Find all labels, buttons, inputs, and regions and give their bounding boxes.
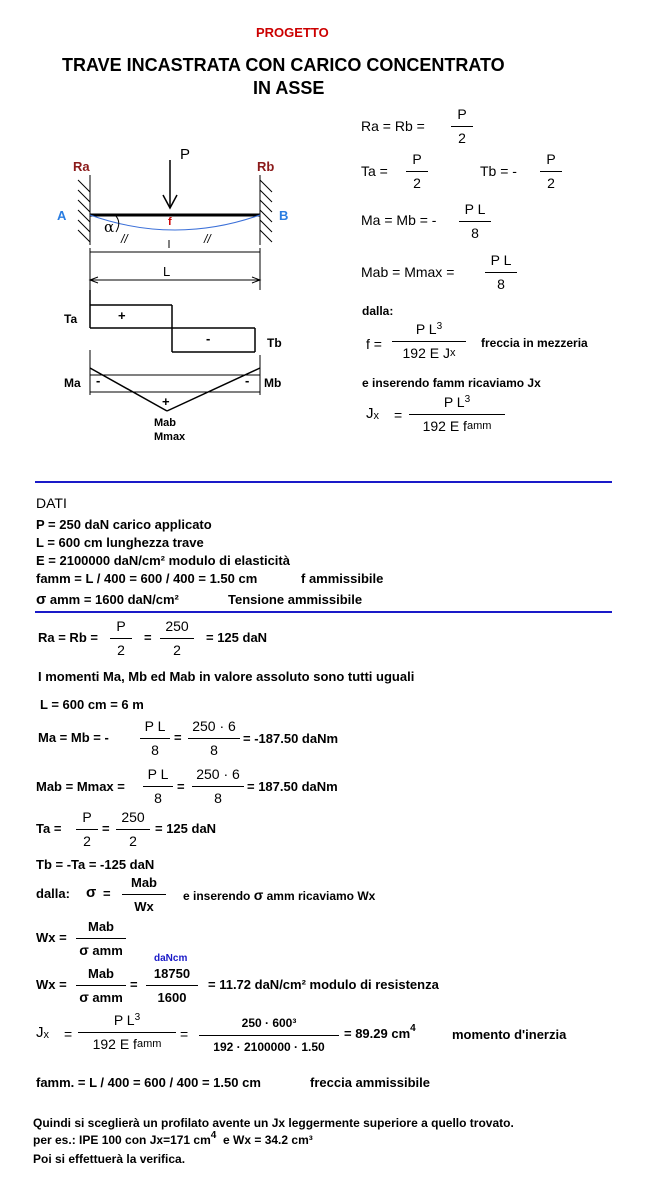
deflection-curve — [90, 215, 260, 230]
calc-famm-line: famm. = L / 400 = 600 / 400 = 1.50 cm — [36, 1075, 261, 1090]
calc-ta-frac2 — [116, 809, 150, 850]
numerator: Mab — [88, 919, 114, 934]
denominator: 192 · 2100000 · 1.50 — [213, 1040, 325, 1054]
jx-sub: x — [43, 1029, 49, 1041]
calc-wx2-eq: = — [130, 977, 138, 992]
f-den-sub: x — [449, 347, 456, 359]
divider-top — [35, 481, 612, 483]
calc-jx-frac1 — [78, 1012, 176, 1053]
denominator: 8 — [154, 790, 162, 806]
dati-l: L = 600 cm lunghezza trave — [36, 535, 204, 550]
formula-jx-lhs — [366, 405, 379, 422]
formula-ta-fraction — [406, 151, 428, 192]
calc-moments-note: I momenti Ma, Mb ed Mab in valore assoluto sono tutti uguali — [38, 669, 415, 684]
angle-label: α — [104, 218, 115, 236]
shear-minus-sign: - — [206, 331, 211, 346]
calc-ma-frac1 — [140, 718, 170, 759]
numerator: 250 — [121, 809, 145, 825]
footer-line1: Quindi si sceglierà un profilato avente un Jx leggermente superiore a quello trovato. — [33, 1116, 514, 1130]
reaction-a-label: Ra — [73, 159, 90, 174]
result-text: = 89.29 cm — [344, 1026, 411, 1041]
jx-sub: x — [373, 410, 379, 422]
den-text: 192 E f — [92, 1036, 137, 1052]
formula-mab-lhs: Mab = Mmax = — [361, 264, 455, 280]
den-text: amm — [92, 990, 123, 1005]
insert-text-b: amm ricaviamo Wx — [266, 889, 376, 903]
numerator: P — [116, 618, 126, 634]
moment-b-label: Mb — [264, 376, 282, 390]
calc-ta-result: = 125 daN — [155, 821, 217, 836]
footer-line3: Poi si effettuerà la verifica. — [33, 1152, 186, 1166]
calc-ra-result: = 125 daN — [206, 630, 268, 645]
calc-famm-note: freccia ammissibile — [310, 1075, 430, 1090]
formula-f-note: freccia in mezzeria — [481, 336, 588, 350]
calc-sigma-icon: σ — [86, 884, 97, 901]
support-b-label: B — [279, 208, 289, 223]
moment-a-label: Ma — [64, 376, 81, 390]
load-label: P — [180, 146, 191, 163]
formula-f-fraction — [392, 321, 466, 362]
line2-sup: 4 — [210, 1130, 217, 1141]
calc-jx-eq1: = — [64, 1026, 73, 1042]
denominator: 8 — [210, 742, 218, 758]
calc-tb-line: Tb = -Ta = -125 daN — [36, 857, 155, 872]
calc-ra-frac2 — [160, 618, 194, 659]
dati-e: E = 2100000 daN/cm² modulo di elasticità — [36, 553, 290, 568]
support-a-label: A — [57, 208, 67, 223]
calc-mab-result: = 187.50 daNm — [247, 779, 338, 794]
denominator — [423, 418, 492, 435]
dati-sigma — [36, 591, 179, 608]
calc-wx2-result: = 11.72 daN/cm² modulo di resistenza — [208, 977, 439, 992]
shear-plus-sign: + — [118, 308, 126, 323]
calc-insert-text — [183, 887, 375, 903]
calc-ta-lhs: Ta = — [36, 821, 62, 836]
numerator: P L — [144, 718, 166, 734]
jx-num: P L — [443, 394, 465, 410]
denominator — [403, 345, 456, 362]
numerator: P L — [490, 252, 512, 268]
result-sup: 4 — [410, 1023, 416, 1034]
calc-mab-eq: = — [177, 779, 185, 794]
denominator: Wx — [134, 899, 154, 914]
denominator: 2 — [458, 130, 466, 146]
beam-diagram — [50, 140, 310, 450]
formula-jx-eq: = — [394, 407, 403, 423]
calc-wx1-lhs: Wx = — [36, 930, 67, 945]
insert-text-a: e inserendo — [183, 889, 251, 903]
f-num-sup: 3 — [436, 321, 443, 332]
reaction-b-label: Rb — [257, 159, 275, 174]
calc-wx1-fraction — [76, 918, 126, 959]
calc-wx2-frac2 — [146, 965, 198, 1006]
calc-sigma-eq: = — [103, 886, 111, 901]
denominator: 1600 — [157, 990, 187, 1005]
numerator: 18750 — [153, 966, 191, 981]
dati-famm: famm = L / 400 = 600 / 400 = 1.50 cm — [36, 571, 258, 586]
numerator — [444, 394, 470, 411]
calc-l-conv: L = 600 cm = 6 m — [40, 697, 144, 712]
right-wall — [260, 175, 272, 245]
denominator: 2 — [117, 642, 125, 658]
numerator: 250 · 600³ — [241, 1016, 297, 1030]
jx-den-sub: amm — [466, 420, 492, 432]
moment-max-label: Mab — [154, 417, 176, 429]
deflection-label: f — [168, 216, 172, 228]
jx-den: 192 E f — [422, 418, 467, 434]
numerator: 250 — [165, 618, 189, 634]
numerator: P — [82, 809, 92, 825]
calc-ra-eq: = — [144, 630, 152, 645]
calc-mab-lhs: Mab = Mmax = — [36, 779, 125, 794]
num-text: P L — [113, 1012, 135, 1028]
numerator: P L — [464, 201, 486, 217]
dati-famm-note: f ammissibile — [301, 571, 384, 586]
sigma-icon: σ — [79, 942, 89, 958]
numerator: P — [457, 106, 467, 122]
line2-rest: e Wx = 34.2 cm³ — [223, 1133, 313, 1147]
calc-ta-frac1 — [76, 809, 98, 850]
numerator: Mab — [131, 875, 157, 890]
calc-ma-result: = -187.50 daNm — [243, 731, 339, 746]
calc-wx2-lhs: Wx = — [36, 977, 67, 992]
calc-ra-lhs: Ra = Rb = — [38, 630, 98, 645]
formula-ra-rb-lhs: Ra = Rb = — [361, 118, 425, 134]
calc-ma-frac2 — [188, 718, 240, 759]
calc-ma-lhs: Ma = Mb = - — [38, 730, 109, 745]
calc-sigma-fraction — [122, 874, 166, 915]
numerator: P — [412, 151, 422, 167]
denominator — [79, 942, 123, 959]
numerator: Mab — [88, 966, 114, 981]
calc-jx-result — [344, 1023, 416, 1041]
denominator: 2 — [173, 642, 181, 658]
calc-mab-frac1 — [143, 766, 173, 807]
den-text: amm — [92, 943, 123, 958]
footer-line2 — [33, 1130, 313, 1147]
f-den: 192 E J — [402, 345, 450, 361]
sigma-text: amm = 1600 daN/cm² — [49, 592, 179, 607]
denominator: 8 — [214, 790, 222, 806]
calc-jx-frac2 — [199, 1015, 339, 1056]
formula-tb-fraction — [540, 151, 562, 192]
calc-mab-frac2 — [192, 766, 244, 807]
shear-a-label: Ta — [64, 312, 78, 326]
formula-ra-rb-fraction — [451, 106, 473, 147]
equal-mark-left: // — [121, 232, 128, 246]
calc-jx-lhs — [36, 1024, 49, 1041]
formula-insert-text: e inserendo famm ricaviamo Jx — [362, 376, 541, 390]
calc-wx2-unit: daNcm — [154, 953, 188, 964]
formula-ma-lhs: Ma = Mb = - — [361, 212, 437, 228]
left-wall — [78, 175, 90, 245]
numerator: P L — [147, 766, 169, 782]
denominator: 2 — [83, 833, 91, 849]
formula-jx-fraction — [409, 394, 505, 435]
formula-ma-fraction — [459, 201, 491, 242]
denominator: 8 — [471, 225, 479, 241]
divider-bottom — [35, 611, 612, 613]
formula-ta-lhs: Ta = — [361, 163, 388, 179]
numerator: P — [546, 151, 556, 167]
calc-jx-eq2: = — [180, 1026, 189, 1042]
moment-max-label-2: Mmax — [154, 431, 186, 443]
numerator: 250 · 6 — [192, 718, 236, 734]
f-num: P L — [415, 321, 437, 337]
formula-dalla: dalla: — [362, 304, 394, 318]
shear-diagram — [90, 290, 255, 352]
jx-num-sup: 3 — [464, 394, 471, 405]
calc-ta-eq: = — [102, 821, 110, 836]
moment-minus-right: - — [245, 373, 250, 388]
moment-diagram — [90, 350, 260, 411]
calc-wx2-frac1 — [76, 965, 126, 1006]
shear-b-label: Tb — [267, 336, 282, 350]
denominator: 8 — [151, 742, 159, 758]
span-label: L — [163, 264, 171, 279]
jx-sym: J — [36, 1024, 44, 1041]
moment-plus-sign: + — [162, 394, 170, 409]
sigma-icon: σ — [36, 591, 47, 608]
denominator — [79, 989, 123, 1006]
calc-dalla: dalla: — [36, 886, 70, 901]
denominator: 2 — [413, 175, 421, 191]
dati-heading: DATI — [36, 495, 67, 511]
numerator — [416, 321, 442, 338]
dati-sigma-note: Tensione ammissibile — [228, 592, 363, 607]
formula-f-lhs: f = — [366, 336, 382, 352]
denominator: 8 — [497, 276, 505, 292]
project-label: PROGETTO — [256, 25, 329, 40]
line2-text: per es.: IPE 100 con Jx=171 cm — [33, 1133, 211, 1147]
moment-minus-left: - — [96, 373, 101, 388]
jx-sym: J — [366, 405, 374, 422]
calc-ra-frac1 — [110, 618, 132, 659]
formula-tb-lhs: Tb = - — [480, 163, 517, 179]
denominator — [93, 1036, 162, 1053]
den-sub: amm — [136, 1038, 162, 1050]
denominator: 2 — [129, 833, 137, 849]
numerator — [114, 1012, 140, 1029]
denominator: 2 — [547, 175, 555, 191]
num-sup: 3 — [134, 1012, 141, 1023]
equal-mark-right: // — [204, 232, 211, 246]
formula-mab-fraction — [485, 252, 517, 293]
sigma-icon: σ — [253, 887, 264, 903]
dati-p: P = 250 daN carico applicato — [36, 517, 212, 532]
numerator: 250 · 6 — [196, 766, 240, 782]
calc-jx-note: momento d'inerzia — [452, 1027, 567, 1042]
page-title: TRAVE INCASTRATA CON CARICO CONCENTRATO — [62, 55, 505, 75]
calc-ma-eq: = — [174, 730, 182, 745]
page-title-line2: IN ASSE — [253, 78, 325, 98]
sigma-icon: σ — [79, 989, 89, 1005]
